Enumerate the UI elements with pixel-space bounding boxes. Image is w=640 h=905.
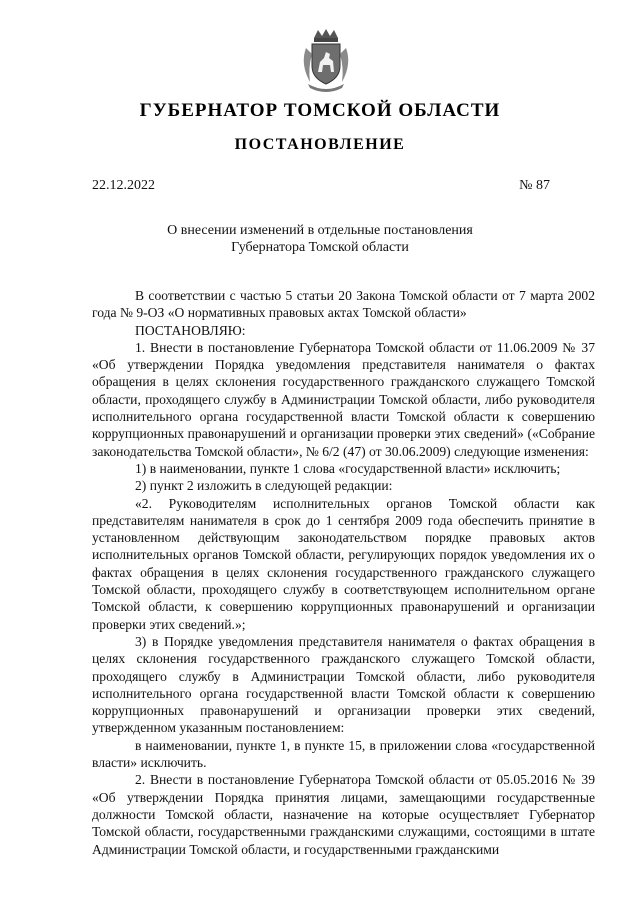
document-date: 22.12.2022 xyxy=(92,178,155,193)
document-body xyxy=(92,287,595,858)
paragraph: 1. Внести в постановление Губернатора Томской области от 11.06.2009 № 37 «Об утверждении Порядка уведомления представителя нанимателя о фактах обращения в целях склонения государственного гражданского служащего Томской области, проходящего службу в Администрации Томской области, либо руководителя исполнительного органа государственной власти Томской области к совершению коррупционных правонарушений и организации проверки этих сведений» («Собрание законодательства Томской области», № 6/2 (47) от 30.06.2009) следующие изменения: xyxy=(92,339,595,459)
document-number: № 87 xyxy=(519,178,550,193)
paragraph: в наименовании, пункте 1, в пункте 15, в приложении слова «государственной власти» исключить. xyxy=(92,737,595,771)
subject-line: О внесении изменений в отдельные постановления xyxy=(167,223,473,238)
paragraph: ПОСТАНОВЛЯЮ: xyxy=(135,322,246,338)
subject-line: Губернатора Томской области xyxy=(231,240,409,255)
paragraph: 3) в Порядке уведомления представителя нанимателя о фактах обращения в целях склонения государственного гражданского служащего Томской области, проходящего службу в Администрации Томской области, либо руководителя исполнительного органа государственной власти Томской области к совершению коррупционных правонарушений и организации проверки этих сведений, утвержденном указанным постановлением: xyxy=(92,633,595,736)
issuer-title: ГУБЕРНАТОР ТОМСКОЙ ОБЛАСТИ xyxy=(139,100,501,121)
paragraph: 2. Внести в постановление Губернатора Томской области от 05.05.2016 № 39 «Об утверждении Порядка принятия лицами, замещающими государственные должности Томской области, назначение на которые осуществляет Губернатор Томской области, государственными гражданскими служащими, состоящими в штате Администрации Томской области, и государственными гражданскими xyxy=(92,772,595,857)
paragraph: 1) в наименовании, пункте 1 слова «государственной власти» исключить; xyxy=(135,460,561,476)
paragraph: «2. Руководителям исполнительных органов Томской области как представителям нанимателя в срок до 1 сентября 2009 года обеспечить принятие в установленном действующим законодательством порядке правовых актов исполнительных органов Томской области, регулирующих порядок уведомления их о фактах обращения в целях склонения государственного гражданского служащего Томской области, проходящего службу в соответствующем исполнительном органе Томской области, к совершению коррупционных правонарушений и организации проверки этих сведений.»; xyxy=(92,495,595,632)
paragraph: 2) пункт 2 изложить в следующей редакции: xyxy=(135,478,393,494)
document-subject xyxy=(0,222,640,256)
document-type: ПОСТАНОВЛЕНИЕ xyxy=(234,136,406,153)
paragraph: В соответствии с частью 5 статьи 20 Закона Томской области от 7 марта 2002 года № 9-ОЗ «О нормативных правовых актах Томской области» xyxy=(92,288,595,321)
tomsk-coat-of-arms-icon xyxy=(296,28,356,96)
